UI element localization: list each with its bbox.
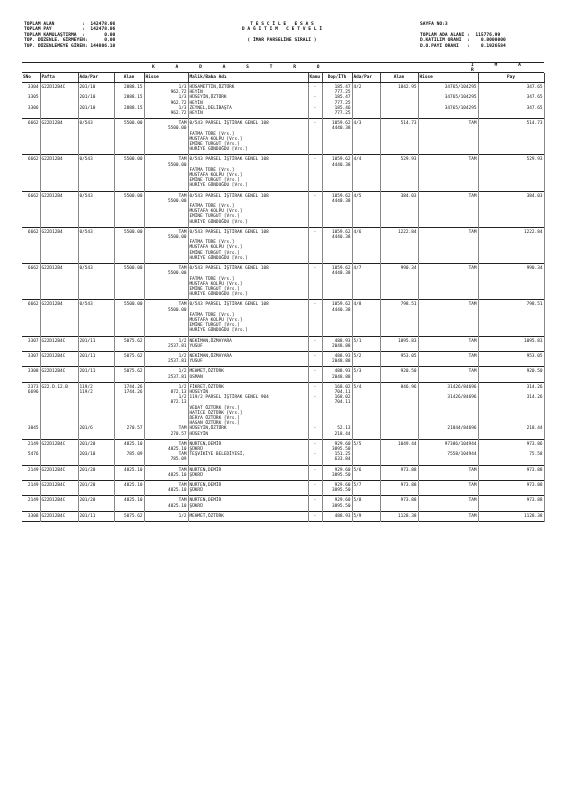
cell-alan: 4825.10 <box>114 481 144 496</box>
cell-kamu: - <box>308 227 322 263</box>
cell-dop-ith: 168.02 704.11 168.02 704.11 52.13 218.44 <box>322 382 352 439</box>
cell-pafta: G22D12B4 <box>40 191 78 227</box>
cell-hisse: TAM 5500.00 <box>144 264 188 300</box>
cell-malik: 0/543 PARSEL İŞTİRAK GENEL 108 FATMA TÜRE [Vrs.] MUSTAFA KOLPU [Vrs.] EMİNE TURGUT [Vrs.] HURİYE GÜNDOĞDU [Vrs.] <box>188 227 308 263</box>
cell-sno: 6662 <box>22 227 40 263</box>
cell-imar-hisse: 31426/84696 31426/84696 21844/84696 <box>418 382 478 439</box>
table-row <box>22 83 544 119</box>
table-row <box>22 227 544 263</box>
cell-imar-alan: 1095.83 <box>380 336 418 351</box>
cell-pay: 529.93 <box>478 155 544 191</box>
cell-imar-ada-par: 4/8 <box>352 300 380 336</box>
cell-pafta: G22D12B4 <box>40 300 78 336</box>
cell-imar-alan: 953.05 <box>380 351 418 366</box>
cell-malik: 0/543 PARSEL İŞTİRAK GENEL 108 FATMA TÜRE [Vrs.] MUSTAFA KOLPU [Vrs.] EMİNE TURGUT [Vrs.] HURİYE GÜNDOĞDU [Vrs.] <box>188 119 308 155</box>
cell-pafta: G22D12B4C <box>40 511 78 521</box>
cell-kamu: - - <box>308 439 322 465</box>
cell-dop-ith: 929.60 3895.50 151.25 633.84 <box>322 439 352 465</box>
cell-imar-alan: 1049.44 <box>380 439 418 465</box>
cell-imar-hisse: TAM <box>418 351 478 366</box>
header-right-line: D.O.PAYI ORANI : 0.1926584 <box>420 43 506 49</box>
cell-dop-ith: 929.60 3895.50 <box>322 465 352 480</box>
cell-ada-par: 0/543 <box>78 191 114 227</box>
cell-malik: MEHMET,ÖZTÜRK OSMAN <box>188 367 308 382</box>
cell-imar-ada-par: 4/3 <box>352 119 380 155</box>
cell-alan: 5075.62 <box>114 336 144 351</box>
cell-imar-ada-par: 4/4 <box>352 155 380 191</box>
cell-imar-hisse: TAM <box>418 300 478 336</box>
cell-pafta: G22.D.12.B <box>40 382 78 439</box>
header-left-line: TOPLAM ALAN : 142478.06 <box>24 22 116 27</box>
cell-alan: 4825.10 <box>114 465 144 480</box>
ratio-block <box>420 22 506 49</box>
cell-imar-alan: 990.34 <box>380 264 418 300</box>
cell-imar-alan: 1128.38 <box>380 511 418 521</box>
cell-imar-hisse: TAM <box>418 264 478 300</box>
cell-kamu: - <box>308 351 322 366</box>
header-right-line: D.KATILIM ORANI : 0.0000000 <box>420 38 506 44</box>
cell-dop-ith: 1059.62 4440.38 <box>322 155 352 191</box>
cell-hisse: 1/2 2537.81 <box>144 351 188 366</box>
cell-ada-par: 201/11 <box>78 336 114 351</box>
header-left-line: TOP. DÜZENLE. GİRMEYEN: 0.00 <box>24 38 116 44</box>
cell-imar-hisse: TAM <box>418 465 478 480</box>
cell-alan: 4825.10 <box>114 496 144 511</box>
cell-pay: 920.50 <box>478 367 544 382</box>
cell-malik: NURTEN,DEMİR ŞÜKRÜ <box>188 496 308 511</box>
cell-sno: 2149 <box>22 481 40 496</box>
cell-dop-ith: 488.93 2048.88 <box>322 351 352 366</box>
distribution-table <box>22 73 545 522</box>
cell-hisse: 1/2 2537.81 <box>144 367 188 382</box>
cell-hisse: TAM 5500.00 <box>144 155 188 191</box>
cell-imar-ada-par: 5/2 <box>352 351 380 366</box>
cell-imar-hisse: TAM <box>418 336 478 351</box>
cell-malik: 0/543 PARSEL İŞTİRAK GENEL 108 FATMA TÜRE [Vrs.] MUSTAFA KOLPU [Vrs.] EMİNE TURGUT [Vrs.] HURİYE GÜNDOĞDU [Vrs.] <box>188 300 308 336</box>
cell-malik: 0/543 PARSEL İŞTİRAK GENEL 108 FATMA TÜRE [Vrs.] MUSTAFA KOLPU [Vrs.] EMİNE TURGUT [Vrs.] HURİYE GÜNDOĞDU [Vrs.] <box>188 264 308 300</box>
cell-imar-alan: 846.96 <box>380 382 418 439</box>
cell-malik: NURTEN,DEMİR ŞÜKRÜ <box>188 465 308 480</box>
table-row <box>22 465 544 480</box>
table-body <box>22 83 544 522</box>
cell-pay: 990.34 <box>478 264 544 300</box>
cell-malik: HÜSAMETTİN,ÖZTÜRK HEYİN HÜSEYİN,ÖZTÜRK HEYİN ZEYNEL,DELİBAŞTA HEYİN <box>188 83 308 119</box>
cell-sno: 6662 <box>22 191 40 227</box>
cell-dop-ith: 929.60 3895.50 <box>322 496 352 511</box>
cell-sno: 3308 <box>22 367 40 382</box>
cell-ada-par: 201/20 <box>78 481 114 496</box>
section-band <box>22 63 544 73</box>
cell-pafta: G22D12B4C <box>40 496 78 511</box>
cell-pafta: G22D12B4 <box>40 155 78 191</box>
col-header-sno: SNo <box>22 73 40 83</box>
cell-ada-par: 0/543 <box>78 300 114 336</box>
cell-imar-ada-par: 4/2 <box>352 83 380 119</box>
table-row <box>22 264 544 300</box>
table-row <box>22 336 544 351</box>
cell-pafta: G22D12B4 <box>40 227 78 263</box>
cell-dop-ith: 1059.62 4440.38 <box>322 191 352 227</box>
cell-pafta: G22D12B4C <box>40 351 78 366</box>
cell-imar-hisse: TAM <box>418 227 478 263</box>
cell-kamu: - <box>308 465 322 480</box>
cell-imar-ada-par: 5/8 <box>352 496 380 511</box>
cell-pay: 798.51 <box>478 300 544 336</box>
cell-alan: 5500.00 <box>114 119 144 155</box>
cell-kamu: - - - <box>308 83 322 119</box>
col-header-imar-alan: Alan <box>380 73 418 83</box>
cell-pafta: G22D12B4C <box>40 439 78 465</box>
header-left-line: TOPLAM KAMULAŞTIRMA : 0.00 <box>24 32 116 38</box>
table-row <box>22 155 544 191</box>
cell-hisse: TAM 4825.10 <box>144 465 188 480</box>
report-page <box>22 20 544 522</box>
cell-alan: 5500.00 <box>114 227 144 263</box>
header-center-line: ( İMAR PARSELİNE SIRALI ) <box>247 38 317 44</box>
cell-ada-par: 201/20 <box>78 465 114 480</box>
cell-hisse: TAM 5500.00 <box>144 119 188 155</box>
cell-imar-alan: 973.88 <box>380 496 418 511</box>
header-center-line: D A Ğ I T I M C E T V E L İ <box>241 27 323 33</box>
cell-pay: 347.65 347.65 347.65 <box>478 83 544 119</box>
cell-imar-alan: 514.73 <box>380 119 418 155</box>
cell-imar-hisse: TAM <box>418 119 478 155</box>
table-row <box>22 496 544 511</box>
cell-hisse: TAM 4825.10 TAM 785.09 <box>144 439 188 465</box>
table-row <box>22 300 544 336</box>
cell-alan: 5500.00 <box>114 264 144 300</box>
table-row <box>22 439 544 465</box>
cell-malik: NURTEN,DEMİR ŞÜKRÜ TEŞVİKİYE BELEDİYESİ, <box>188 439 308 465</box>
cell-pafta: G22D12B4 <box>40 264 78 300</box>
cell-dop-ith: 1059.62 4440.38 <box>322 300 352 336</box>
cell-hisse: TAM 5500.00 <box>144 300 188 336</box>
cell-ada-par: 0/543 <box>78 119 114 155</box>
cell-ada-par: 201/10 201/10 201/10 <box>78 83 114 119</box>
cell-imar-hisse: TAM <box>418 155 478 191</box>
cell-pay: 1128.38 <box>478 511 544 521</box>
cell-alan: 4825.10 785.09 <box>114 439 144 465</box>
cell-kamu: - <box>308 367 322 382</box>
col-header-alan: Alan <box>114 73 144 83</box>
cell-imar-alan: 384.03 <box>380 191 418 227</box>
cell-ada-par: 201/20 203/10 <box>78 439 114 465</box>
cell-imar-alan: 1842.95 <box>380 83 418 119</box>
cell-ada-par: 119/2 119/2 201/6 <box>78 382 114 439</box>
cell-dop-ith: 488.93 <box>322 511 352 521</box>
cell-imar-ada-par: 5/1 <box>352 336 380 351</box>
cell-dop-ith: 929.60 3895.50 <box>322 481 352 496</box>
cell-hisse: TAM 4825.10 <box>144 481 188 496</box>
cell-pafta: G22D12B4C <box>40 83 78 119</box>
cell-imar-alan: 973.88 <box>380 465 418 480</box>
cell-kamu: - <box>308 119 322 155</box>
cell-pay: 973.88 <box>478 481 544 496</box>
cell-malik: FİKRET,ÖZTÜRK HÜSEYİN 119/2 PARSEL İŞTİRAK GENEL 904 VEDAT ÖZTÜRK [Vrs.] HATİCE ÖZTÜRK [Vrs.] DERYA ÖZTÜRK [Vrs.] HASAN ÖZTÜRK [Vrs.] HÜSEYİN,ÖZTÜRK HÜSEYİN <box>188 382 308 439</box>
cell-alan: 5500.00 <box>114 191 144 227</box>
cell-sno: 3304 3305 3306 <box>22 83 40 119</box>
cell-alan: 5075.62 <box>114 511 144 521</box>
cell-dop-ith: 488.93 2048.88 <box>322 367 352 382</box>
cell-alan: 5500.00 <box>114 300 144 336</box>
cell-imar-hisse: TAM <box>418 367 478 382</box>
cell-sno: 2149 5476 <box>22 439 40 465</box>
cell-imar-ada-par: 5/6 <box>352 465 380 480</box>
cell-dop-ith: 1059.62 4440.38 <box>322 227 352 263</box>
cell-imar-alan: 920.50 <box>380 367 418 382</box>
cell-hisse: TAM 4825.10 <box>144 496 188 511</box>
cell-pafta: G22D12B4 <box>40 119 78 155</box>
cell-malik: NURTEN,DEMİR ŞÜKRÜ <box>188 481 308 496</box>
cell-kamu: - <box>308 264 322 300</box>
cell-imar-alan: 973.88 <box>380 481 418 496</box>
cell-pay: 314.26 314.26 218.44 <box>478 382 544 439</box>
cell-dop-ith: 488.93 2048.88 <box>322 336 352 351</box>
cell-sno: 6662 <box>22 264 40 300</box>
cell-alan: 5075.62 <box>114 351 144 366</box>
col-header-kamu: Kamu <box>308 73 322 83</box>
imar-label: İ M A R <box>471 62 530 73</box>
col-header-malik: Malik/Baba Adı <box>188 73 308 83</box>
cell-imar-ada-par: 4/6 <box>352 227 380 263</box>
table-row <box>22 511 544 521</box>
cell-kamu: - - - <box>308 382 322 439</box>
table-row <box>22 382 544 439</box>
header-center-line: T E S C İ L E E S A S <box>250 22 314 27</box>
cell-ada-par: 201/11 <box>78 367 114 382</box>
cell-ada-par: 0/543 <box>78 264 114 300</box>
cell-sno: 3307 <box>22 336 40 351</box>
cell-dop-ith: 1059.62 4440.38 <box>322 119 352 155</box>
cell-imar-ada-par: 5/9 <box>352 511 380 521</box>
cell-sno: 6662 <box>22 155 40 191</box>
cell-sno: 2149 <box>22 496 40 511</box>
cell-dop-ith: 1059.62 4440.38 <box>322 264 352 300</box>
cell-alan: 1744.26 1744.26 270.57 <box>114 382 144 439</box>
column-header-row <box>22 73 544 83</box>
kadastro-label: K A D A S T R O <box>152 65 329 70</box>
col-header-ada-par: Ada/Par <box>78 73 114 83</box>
cell-sno: 2149 <box>22 465 40 480</box>
cell-hisse: 1/2 <box>144 511 188 521</box>
cell-ada-par: 201/11 <box>78 511 114 521</box>
cell-hisse: 1/2 872.13 1/2 872.13 TAM 270.57 <box>144 382 188 439</box>
cell-kamu: - <box>308 155 322 191</box>
header-right-line: TOPLAM ADA ALANI : 115776.99 <box>420 32 501 38</box>
cell-malik: MEHMET,ÖZTÜRK <box>188 511 308 521</box>
cell-pay: 973.88 <box>478 465 544 480</box>
cell-pafta: G22D12B4C <box>40 367 78 382</box>
cell-malik: NEKİMAN,ÖZMAYARA YUSUF <box>188 351 308 366</box>
cell-hisse: 1/3 962.72 1/3 962.72 1/3 962.72 <box>144 83 188 119</box>
cell-ada-par: 0/543 <box>78 227 114 263</box>
cell-imar-ada-par: 5/3 <box>352 367 380 382</box>
cell-malik: 0/543 PARSEL İŞTİRAK GENEL 108 FATMA TÜRE [Vrs.] MUSTAFA KOLPU [Vrs.] EMİNE TURGUT [Vrs.] HURİYE GÜNDOĞDU [Vrs.] <box>188 191 308 227</box>
cell-kamu: - <box>308 300 322 336</box>
cell-alan: 5075.62 <box>114 367 144 382</box>
cell-pay: 973.88 <box>478 496 544 511</box>
header-left-line: TOP. DÜZENLEMEYE GİREN: 144806.10 <box>24 43 116 49</box>
cell-pay: 1222.84 <box>478 227 544 263</box>
cell-pay: 1095.83 <box>478 336 544 351</box>
cell-kamu: - <box>308 481 322 496</box>
cell-imar-ada-par: 4/7 <box>352 264 380 300</box>
cell-ada-par: 201/20 <box>78 496 114 511</box>
cell-pay: 384.03 <box>478 191 544 227</box>
cell-pay: 514.73 <box>478 119 544 155</box>
cell-malik: NEKİMAN,ÖZMAYARA YUSUF <box>188 336 308 351</box>
cell-imar-hisse: TAM <box>418 496 478 511</box>
cell-pay: 973.86 75.58 <box>478 439 544 465</box>
cell-pafta: G22D12B4C <box>40 465 78 480</box>
cell-hisse: 1/2 2537.81 <box>144 336 188 351</box>
col-header-pafta: Pafta <box>40 73 78 83</box>
cell-imar-alan: 1222.84 <box>380 227 418 263</box>
col-header-hisse: Hisse <box>144 73 188 83</box>
cell-imar-hisse: 34765/104295 34765/104295 34765/104295 <box>418 83 478 119</box>
cell-imar-alan: 798.51 <box>380 300 418 336</box>
col-header-pay: Pay <box>478 73 544 83</box>
cell-hisse: TAM 5500.00 <box>144 191 188 227</box>
col-header-imar-hisse: Hisse <box>418 73 478 83</box>
table-row <box>22 481 544 496</box>
cell-sno: 6662 <box>22 119 40 155</box>
cell-dop-ith: 185.47 777.25 185.47 777.25 185.46 777.25 <box>322 83 352 119</box>
cell-pafta: G22D12B4C <box>40 336 78 351</box>
cell-ada-par: 0/543 <box>78 155 114 191</box>
table-row <box>22 191 544 227</box>
cell-imar-alan: 529.93 <box>380 155 418 191</box>
col-header-dop-ith: Dop/İTh <box>322 73 352 83</box>
cell-sno: 3308 <box>22 511 40 521</box>
cell-pay: 953.05 <box>478 351 544 366</box>
cell-sno: 6662 <box>22 300 40 336</box>
cell-imar-ada-par: 5/5 <box>352 439 380 465</box>
table-row <box>22 119 544 155</box>
cell-imar-hisse: TAM <box>418 481 478 496</box>
cell-imar-hisse: TAM <box>418 191 478 227</box>
cell-imar-hisse: TAM <box>418 511 478 521</box>
cell-alan: 5500.00 <box>114 155 144 191</box>
cell-imar-ada-par: 5/7 <box>352 481 380 496</box>
cell-hisse: TAM 5500.00 <box>144 227 188 263</box>
cell-pafta: G22D12B4C <box>40 481 78 496</box>
cell-malik: 0/543 PARSEL İŞTİRAK GENEL 108 FATMA TÜRE [Vrs.] MUSTAFA KOLPU [Vrs.] EMİNE TURGUT [Vrs.] HURİYE GÜNDOĞDU [Vrs.] <box>188 155 308 191</box>
totals-block <box>24 22 115 49</box>
cell-sno: 3307 <box>22 351 40 366</box>
cell-sno: 2373 6696 3045 <box>22 382 40 439</box>
table-row <box>22 351 544 366</box>
cell-imar-ada-par: 4/5 <box>352 191 380 227</box>
cell-kamu: - <box>308 191 322 227</box>
cell-kamu: - <box>308 511 322 521</box>
title-block <box>212 22 352 44</box>
report-header <box>22 20 544 63</box>
cell-alan: 2888.15 2888.15 2888.15 <box>114 83 144 119</box>
cell-ada-par: 201/11 <box>78 351 114 366</box>
table-row <box>22 367 544 382</box>
cell-imar-ada-par: 5/4 <box>352 382 380 439</box>
cell-kamu: - <box>308 336 322 351</box>
header-right-line: SAYFA NO:3 <box>420 22 448 27</box>
col-header-imar-ada-par: Ada/Par <box>352 73 380 83</box>
cell-imar-hisse: 97386/104944 7558/104944 <box>418 439 478 465</box>
header-left-line: TOPLAM PAY : 142478.06 <box>24 27 116 33</box>
cell-kamu: - <box>308 496 322 511</box>
